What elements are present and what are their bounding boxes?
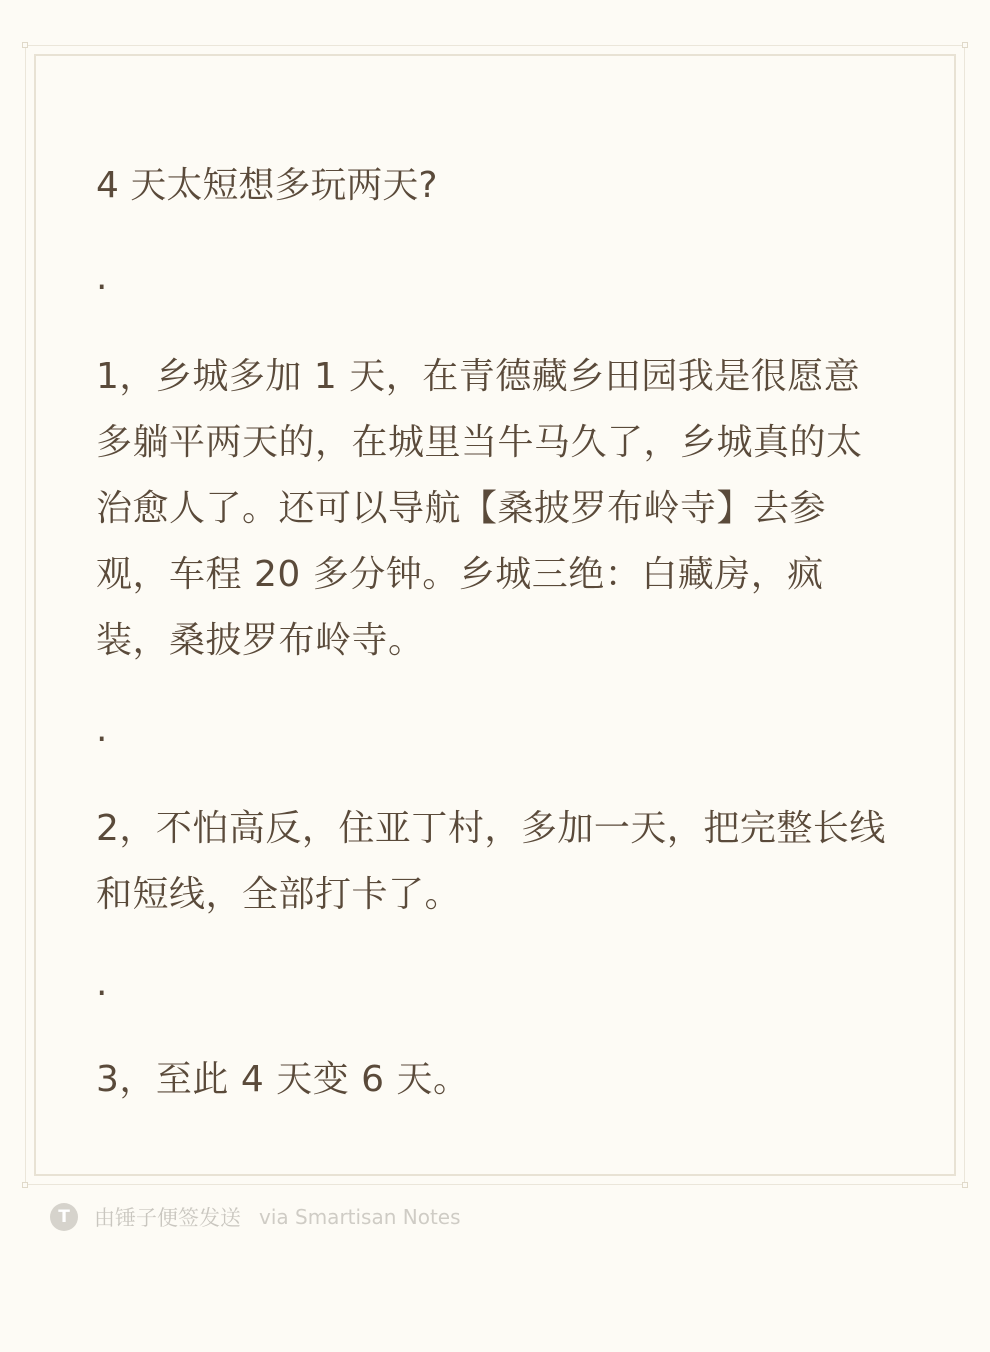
footer-sent-by: 由锤子便签发送 [94,1206,241,1230]
frame-corner-top-right [962,42,968,48]
frame-corner-bottom-left [22,1182,28,1188]
note-title: 4 天太短想多玩两天? [96,165,438,206]
separator-dot: . [96,963,108,1004]
separator-dot: . [96,257,108,298]
paragraph-1: 1，乡城多加 1 天，在青德藏乡田园我是很愿意多躺平两天的，在城里当牛马久了，乡城真的太治愈人了。还可以导航【桑披罗布岭寺】去参观，车程 20 多分钟。乡城三绝：白藏房，疯装，桑披罗布岭寺。 [96,356,863,661]
frame-corner-top-left [22,42,28,48]
paragraph-2: 2，不怕高反，住亚丁村，多加一天，把完整长线和短线，全部打卡了。 [96,808,886,915]
smartisan-logo-icon: T [50,1203,78,1231]
footer-via: via Smartisan Notes [259,1205,461,1229]
paragraph-3: 3，至此 4 天变 6 天。 [96,1059,470,1100]
footer [50,1200,461,1234]
separator-dot: . [96,709,108,750]
frame-corner-bottom-right [962,1182,968,1188]
note-body [96,150,896,1116]
